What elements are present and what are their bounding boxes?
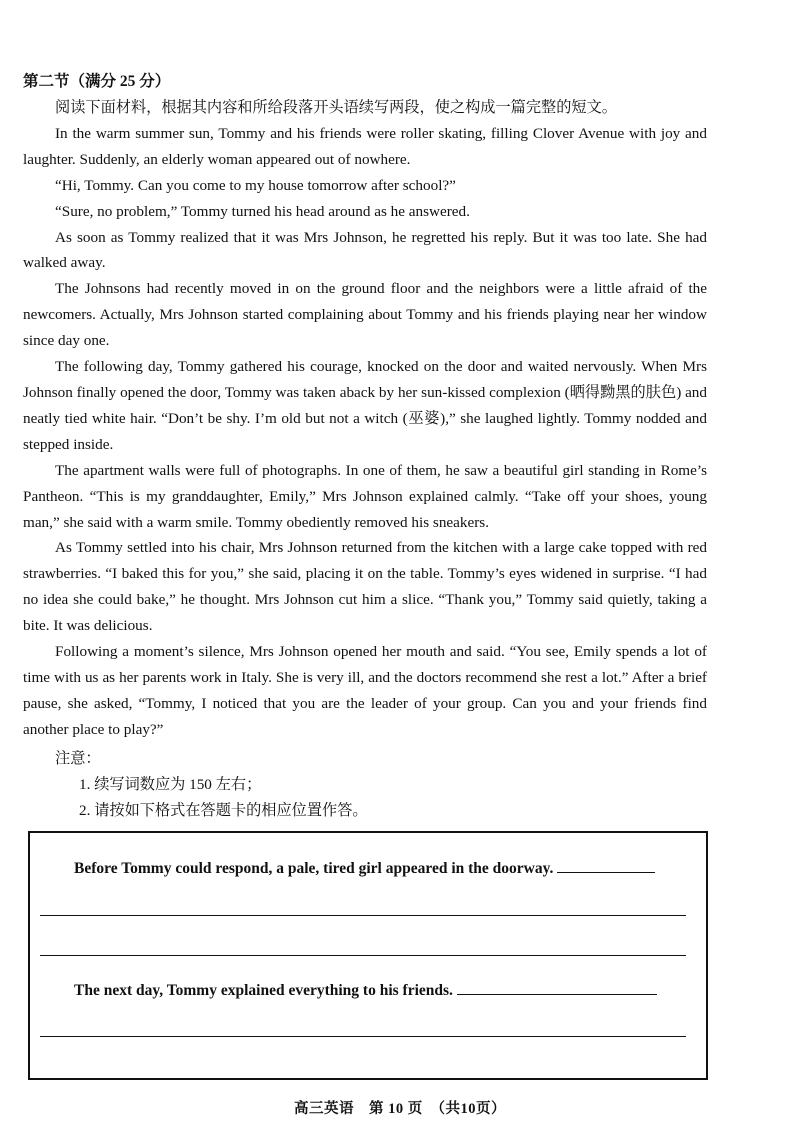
writing-line[interactable] — [40, 955, 686, 956]
paragraph-opening-2-text: The next day, Tommy explained everything to his friends. — [74, 982, 453, 999]
paragraph-opening-1-text: Before Tommy could respond, a pale, tired girl appeared in the doorway. — [74, 860, 554, 877]
passage-paragraph: As soon as Tommy realized that it was Mrs Johnson, he regretted his reply. But it was too late. She had walked away. — [23, 228, 707, 272]
paragraph-opening-2 — [74, 980, 657, 1000]
notes-section — [55, 746, 368, 824]
writing-blank[interactable] — [457, 980, 657, 995]
section-title: 第二节（满分 25 分） — [23, 73, 171, 90]
passage-paragraph: “Sure, no problem,” Tommy turned his head around as he answered. — [55, 202, 470, 220]
note-item: 2. 请按如下格式在答题卡的相应位置作答。 — [79, 802, 368, 819]
note-item: 1. 续写词数应为 150 左右； — [79, 776, 262, 793]
passage-paragraph: The following day, Tommy gathered his courage, knocked on the door and waited nervously. When Mrs Johnson finally opened the door, Tommy was taken aback by her sun-kissed complexion (晒得黝黑的肤色) and neatly tied white hair. “Don’t be shy. I’m old but not a witch (巫婆),” she laughed lightly. Tommy nodded and stepped inside. — [23, 358, 707, 453]
passage-paragraph: “Hi, Tommy. Can you come to my house tomorrow after school?” — [55, 176, 456, 194]
passage-paragraph: The apartment walls were full of photographs. In one of them, he saw a beautiful girl standing in Rome’s Pantheon. “This is my granddaughter, Emily,” Mrs Johnson explained calmly. “Take off your shoes, young man,” she said with a warm smile. Tommy obediently removed his sneakers. — [23, 461, 707, 531]
passage-paragraph: As Tommy settled into his chair, Mrs Johnson returned from the kitchen with a large cake topped with red strawberries. “I baked this for you,” she said, placing it on the table. Tommy’s eyes widened in surprise. “I had no idea she could bake,” he thought. Mrs Johnson cut him a slice. “Thank you,” Tommy said quietly, taking a bite. It was delicious. — [23, 539, 707, 635]
passage-paragraph: The Johnsons had recently moved in on the ground floor and the neighbors were a little afraid of the newcomers. Actually, Mrs Johnson started complaining about Tommy and his friends playing near her window since day one. — [23, 280, 707, 350]
writing-line[interactable] — [40, 1036, 686, 1037]
paragraph-opening-1 — [74, 858, 655, 878]
writing-blank[interactable] — [557, 858, 655, 873]
notes-heading: 注意： — [55, 750, 101, 767]
instruction-paragraph: 阅读下面材料，根据其内容和所给段落开头语续写两段，使之构成一篇完整的短文。 — [55, 99, 617, 116]
passage-paragraph: Following a moment’s silence, Mrs Johnson opened her mouth and said. “You see, Emily spends a lot of time with us as her parents work in Italy. She is very ill, and the doctors recommend she rest a lot.” After a brief pause, she asked, “Tommy, I noticed that you are the leader of your group. Can you and your friends find another place to play?” — [23, 643, 707, 738]
writing-line[interactable] — [40, 915, 686, 916]
reading-passage — [23, 95, 707, 743]
answer-box — [28, 831, 708, 1080]
passage-paragraph: In the warm summer sun, Tommy and his friends were roller skating, filling Clover Avenue with joy and laughter. Suddenly, an elderly woman appeared out of nowhere. — [23, 124, 707, 168]
page-footer: 高三英语 第 10 页 （共10页） — [294, 1101, 506, 1117]
